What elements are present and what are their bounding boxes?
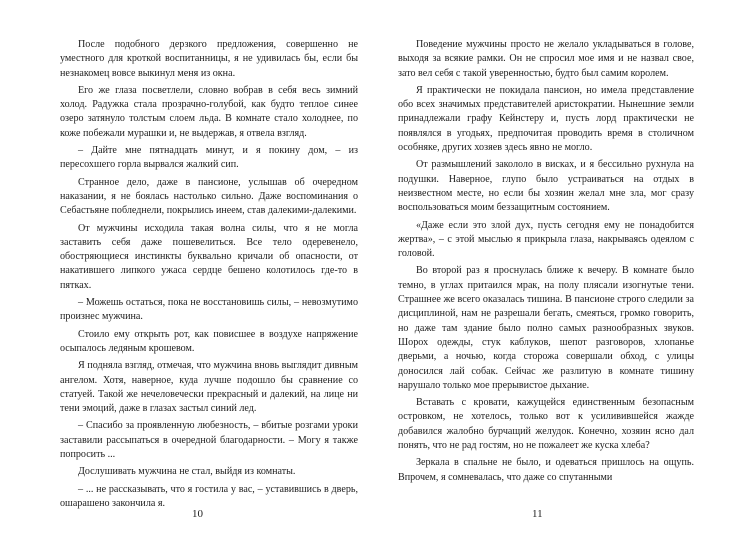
right-paragraph-7: Зеркала в спальне не было, и одеваться пришлось на ощупь. Впрочем, я сомневалась, что даже со спутанными <box>398 457 694 483</box>
left-paragraph-7: Стоило ему открыть рот, как повисшее в воздухе напряжение осыпалось ледяным крошевом. <box>60 328 358 354</box>
right-paragraph-4: «Даже если это злой дух, пусть сегодня ему не понадобится жертва», – с этой мыслью я прикрыла глаза, накрываясь одеялом с головой. <box>398 219 694 260</box>
left-paragraph-5: От мужчины исходила такая волна силы, что я не могла заставить себя даже пошевелиться. Все тело одеревенело, обостряющиеся инстинкты буквально кричали об опасности, от накатившего липкого ужаса сердце бешено колотилось где-то в пятках. <box>60 222 358 291</box>
right-paragraph-6: Вставать с кровати, кажущейся единственным безопасным островком, не хотелось, только вот к усиливившейся жажде добавился жалобно бурчащий желудок. Конечно, хозяин ясно дал понять, что не рад гостям, но не пожалеет же куска хлеба? <box>398 397 694 452</box>
left-paragraph-1: После подобного дерзкого предложения, совершенно не уместного для кроткой воспитанницы, я не удивилась бы, если бы незнакомец вовсе выкинул меня из окна. <box>60 39 358 79</box>
right-paragraph-1: Поведение мужчины просто не желало укладываться в голове, выходя за всякие рамки. Он не спросил мое имя и не назвал свое, зато вел себя с такой уверенностью, будто был самим королем. <box>398 39 694 79</box>
left-paragraph-6: – Можешь остаться, пока не восстановишь силы, – невозмутимо произнес мужчина. <box>60 297 358 323</box>
left-paragraph-8: Я подняла взгляд, отмечая, что мужчина вновь выглядит дивным ангелом. Хотя, наверное, куда лучше подошло бы сравнение со статуей. Такой же нечеловечески прекрасный и далекий, на лице ни тени эмоций, даже в глазах застыл синий лед. <box>60 360 358 415</box>
left-paragraph-9: – Спасибо за проявленную любезность, – вбитые розгами уроки заставили рассыпаться в очередной благодарности. – Могу я также попросить ... <box>60 420 358 461</box>
left-paragraph-11: – ... не рассказывать, что я гостила у вас, – уставившись в дверь, ошарашено закончила я. <box>60 483 358 509</box>
left-paragraph-3: – Дайте мне пятнадцать минут, и я покину дом, – из пересохшего горла вырвался жалкий сип. <box>60 145 358 171</box>
right-paragraph-5: Во второй раз я проснулась ближе к вечеру. В комнате было темно, в углах притаился мрак, на полу плясали изогнутые тени. Страшнее же всего оказалась тишина. В пансионе строго следили за дисциплиной, нам не разрешали бегать, смеяться, громко говорить, но даже там здание было полно самых разнообразных звуков. Шорох одежды, стук каблуков, шепот разговоров, хлопанье дверьми, а ночью, когда сторожа совершали обход, с улицы доносился лай собак. Сейчас же разлитую в комнате тишину нарушало только мое прерывистое дыхание. <box>398 265 694 391</box>
left-page <box>60 38 358 508</box>
right-paragraph-3: От размышлений закололо в висках, и я бессильно рухнула на подушки. Наверное, глупо было устраиваться на отдых в неизвестном месте, но если бы хозяин желал мне зла, мог сразу воспользоваться моим беззащитным состоянием. <box>398 159 694 214</box>
page-number-right: 11 <box>532 508 543 520</box>
right-paragraph-2: Я практически не покидала пансион, но имела представление обо всех значимых представителей аристократии. Нынешние земли принадлежали графу Кейнстеру и, пусть лорд практически не появлялся в угодьях, предпочитая проводить время в столичном особняке, других хозяев здесь явно не могло. <box>398 84 694 154</box>
page-number-left: 10 <box>192 508 203 520</box>
left-paragraph-2: Его же глаза посветлели, словно вобрав в себя весь зимний холод. Радужка стала прозрачно-голубой, как будто теплое синее озеро затянуло толстым слоем льда. В комнате стало холоднее, по коже побежали мурашки и, не выдержав, я отвела взгляд. <box>60 84 358 139</box>
left-paragraph-4: Странное дело, даже в пансионе, услышав об очередном наказании, я не боялась настолько сильно. Даже воспоминания о Себастьяне побледнели, покрылись инеем, став далекими-далекими. <box>60 176 358 217</box>
left-paragraph-10: Дослушивать мужчина не стал, выйдя из комнаты. <box>78 466 296 478</box>
right-page <box>398 38 694 508</box>
